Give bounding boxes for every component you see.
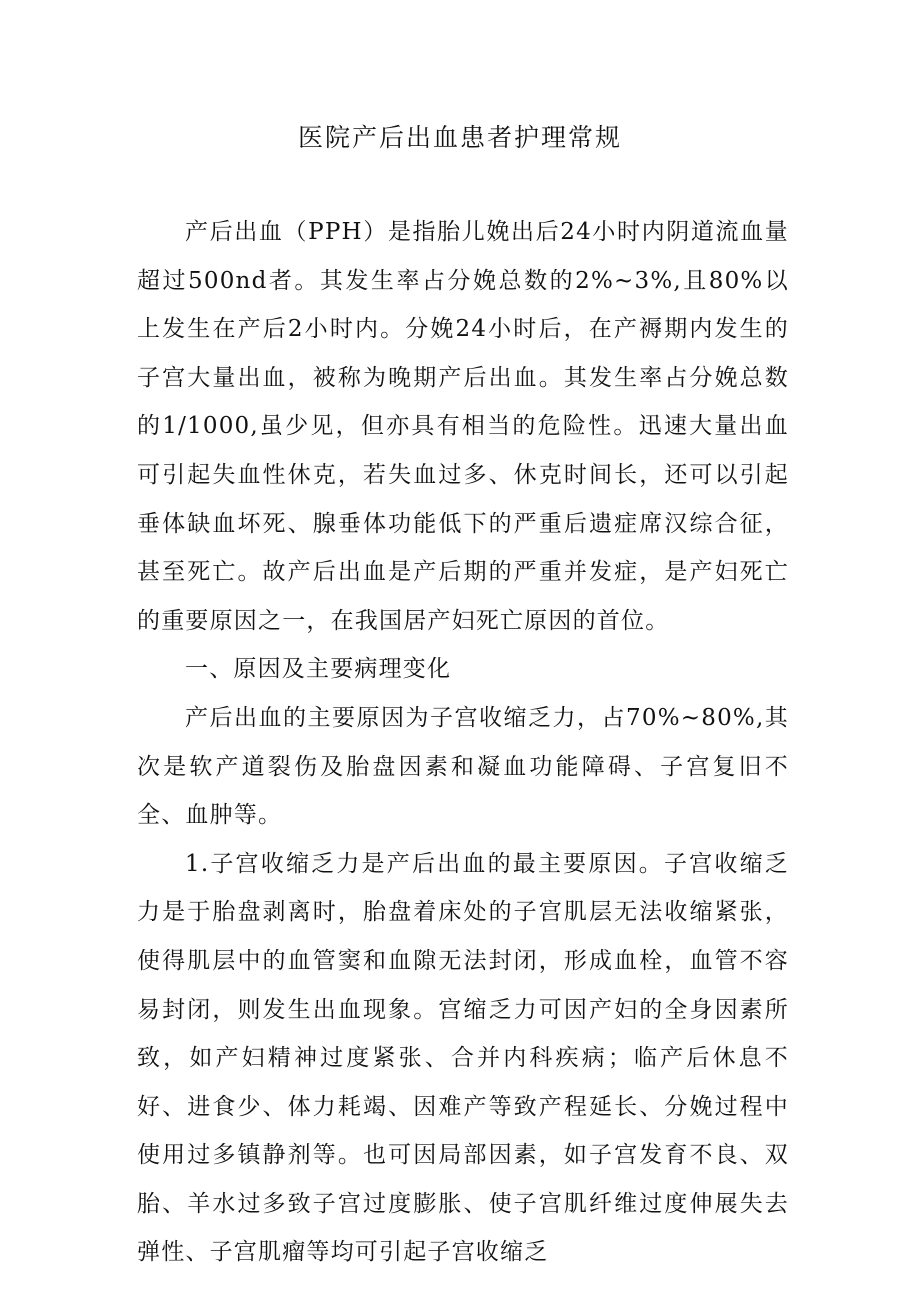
causes-summary-paragraph: 产后出血的主要原因为子宫收缩乏力，占70%~80%,其次是软产道裂伤及胎盘因素和凝血功能障碍、子宫复旧不全、血肿等。 [137, 704, 789, 829]
intro-paragraph: 产后出血（PPH）是指胎儿娩出后24小时内阴道流血量超过500nd者。其发生率占分娩总数的2%~3%,且80%以上发生在产后2小时内。分娩24小时后，在产褥期内发生的子宫大量出血，被称为晚期产后出血。其发生率占分娩总数的1/1000,虽少见，但亦具有相当的危险性。迅速大量出血可引起失血性休克，若失血过多、休克时间长，还可以引起垂体缺血坏死、腺垂体功能低下的严重后遗症席汉综合征，甚至死亡。故产后出血是产后期的严重并发症，是产妇死亡的重要原因之一，在我国居产妇死亡原因的首位。 [137, 219, 789, 634]
section-heading-causes: 一、原因及主要病理变化 [185, 656, 452, 683]
uterine-atony-paragraph: 1.子宫收缩乏力是产后出血的最主要原因。子宫收缩乏力是于胎盘剥离时，胎盘着床处的子宫肌层无法收缩紧张，使得肌层中的血管窦和血隙无法封闭，形成血栓，血管不容易封闭，则发生出血现象。宫缩乏力可因产妇的全身因素所致，如产妇精神过度紧张、合并内科疾病；临产后休息不好、进食少、体力耗竭、因难产等致产程延长、分娩过程中使用过多镇静剂等。也可因局部因素，如子宫发育不良、双胎、羊水过多致子宫过度膨胀、使子宫肌纤维过度伸展失去弹性、子宫肌瘤等均可引起子宫收缩乏 [137, 850, 789, 1266]
document-body [137, 208, 789, 1277]
document-title: 医院产后出血患者护理常规 [297, 123, 622, 152]
